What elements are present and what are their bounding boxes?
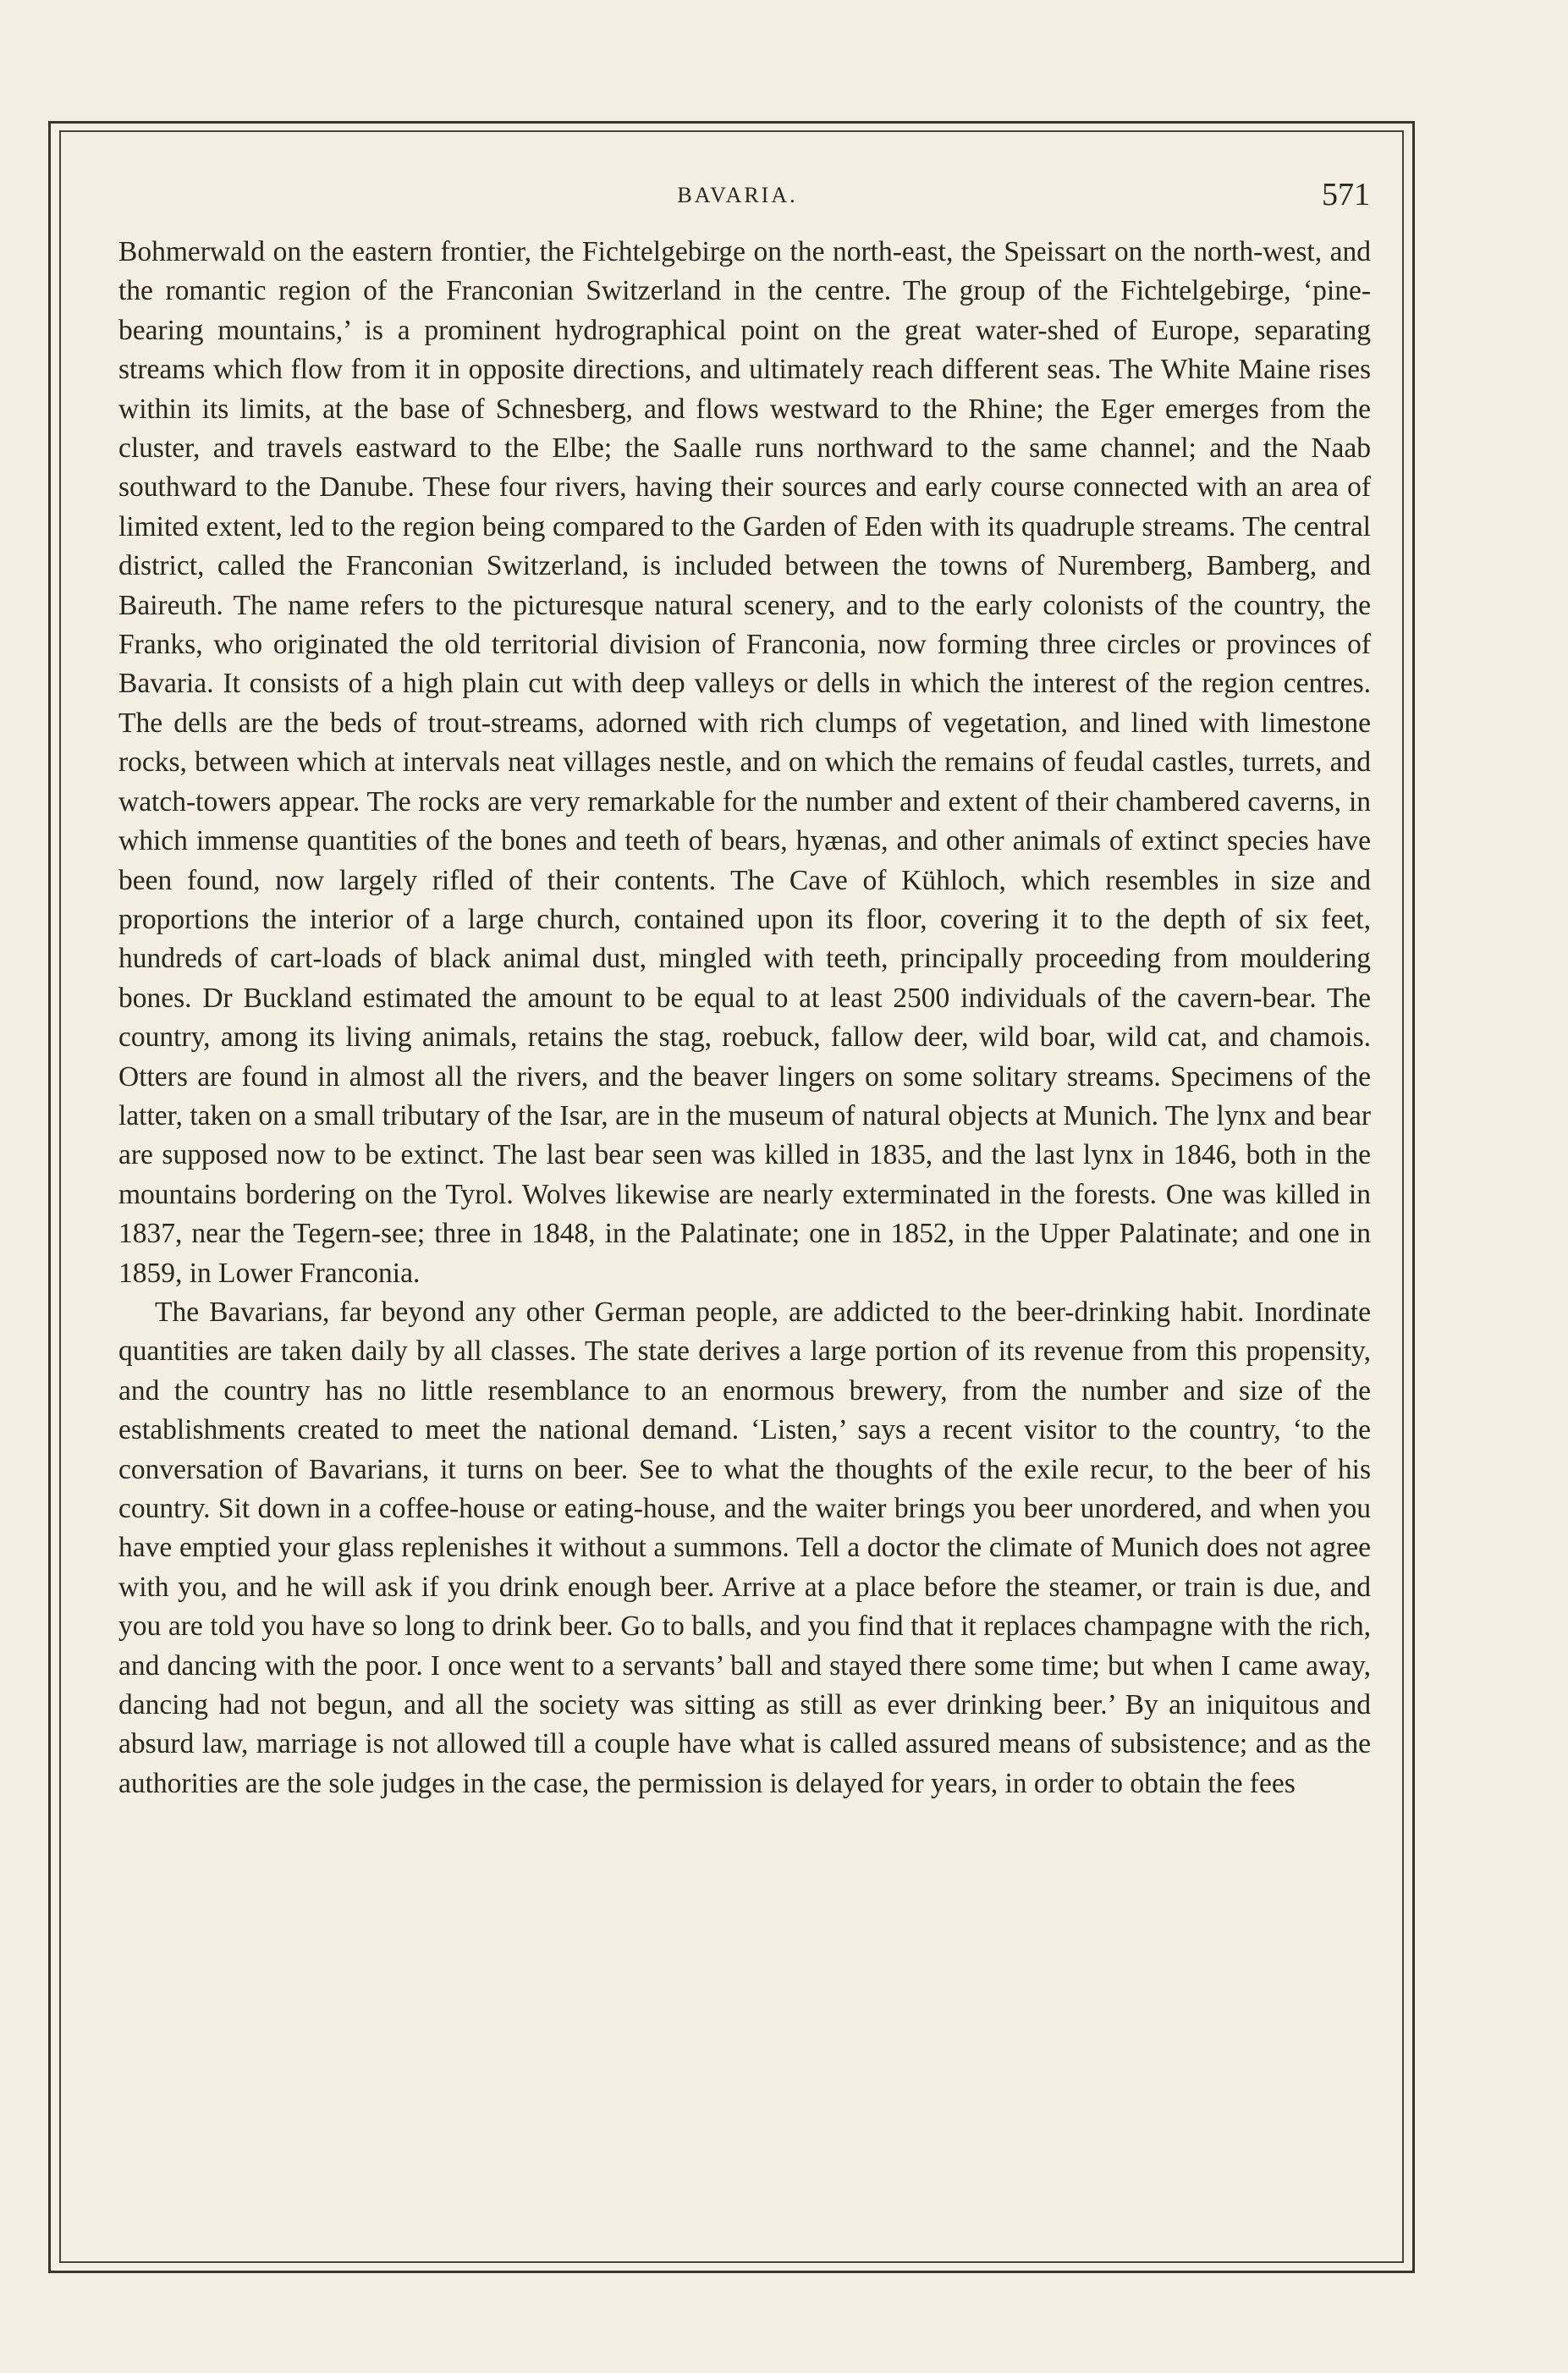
paragraph-1: Bohmerwald on the eastern frontier, the Fichtelgebirge on the north-east, the Speissart on the north-west, and the romantic region of the Franconian Switzerland in the centre. The group of the Fichtelgebirge, ‘pine-bearing mountains,’ is a prominent hydrographical point on the great water-shed of Europe, separating streams which flow from it in opposite directions, and ultimately reach different seas. The White Maine rises within its limits, at the base of Schnesberg, and flows westward to the Rhine; the Eger emerges from the cluster, and travels eastward to the Elbe; the Saalle runs northward to the same channel; and the Naab southward to the Danube. These four rivers, having their sources and early course connected with an area of limited extent, led to the region being compared to the Garden of Eden with its quadruple streams. The central district, called the Franconian Switzerland, is included between the towns of Nuremberg, Bamberg, and Baireuth. The name refers to the picturesque natural scenery, and to the early colonists of the country, the Franks, who originated the old territorial division of Franconia, now forming three circles or provinces of Bavaria. It consists of a high plain cut with deep valleys or dells in which the interest of the region centres. The dells are the beds of trout-streams, adorned with rich clumps of vegetation, and lined with limestone rocks, between which at intervals neat villages nestle, and on which the remains of feudal castles, turrets, and watch-towers appear. The rocks are very remarkable for the number and extent of their chambered caverns, in which immense quantities of the bones and teeth of bears, hyænas, and other animals of extinct species have been found, now largely rifled of their contents. The Cave of Kühloch, which resembles in size and proportions the interior of a large church, contained upon its floor, covering it to the depth of six feet, hundreds of cart-loads of black animal dust, mingled with teeth, principally proceeding from mouldering bones. Dr Buckland estimated the amount to be equal to at least 2500 individuals of the cavern-bear. The country, among its living animals, retains the stag, roebuck, fallow deer, wild boar, wild cat, and chamois. Otters are found in almost all the rivers, and the beaver lingers on some solitary streams. Specimens of the latter, taken on a small tributary of the Isar, are in the museum of natural objects at Munich. The lynx and bear are supposed now to be extinct. The last bear seen was killed in 1835, and the last lynx in 1846, both in the mountains bordering on the Tyrol. Wolves likewise are nearly exterminated in the forests. One was killed in 1837, near the Tegern-see; three in 1848, in the Palatinate; one in 1852, in the Upper Palatinate; and one in 1859, in Lower Franconia.	[118, 236, 1371, 1289]
running-head-title: BAVARIA.	[677, 183, 798, 207]
body-text	[118, 233, 1371, 1803]
running-head	[102, 174, 1373, 217]
page-number: 571	[1322, 177, 1370, 212]
paragraph-2: The Bavarians, far beyond any other German people, are addicted to the beer-drinking habit. Inordinate quantities are taken daily by all classes. The state derives a large portion of its revenue from this propensity, and the country has no little resemblance to an enormous brewery, from the number and size of the establishments created to meet the national demand. ‘Listen,’ says a recent visitor to the country, ‘to the conversation of Bavarians, it turns on beer. See to what the thoughts of the exile recur, to the beer of his country. Sit down in a coffee-house or eating-house, and the waiter brings you beer unordered, and when you have emptied your glass replenishes it without a summons. Tell a doctor the climate of Munich does not agree with you, and he will ask if you drink enough beer. Arrive at a place before the steamer, or train is due, and you are told you have so long to drink beer. Go to balls, and you find that it replaces champagne with the rich, and dancing with the poor. I once went to a servants’ ball and stayed there some time; but when I came away, dancing had not begun, and all the society was sitting as still as ever drinking beer.’ By an iniquitous and absurd law, marriage is not allowed till a couple have what is called assured means of subsistence; and as the authorities are the sole judges in the case, the permission is delayed for years, in order to obtain the fees	[118, 1296, 1371, 1799]
